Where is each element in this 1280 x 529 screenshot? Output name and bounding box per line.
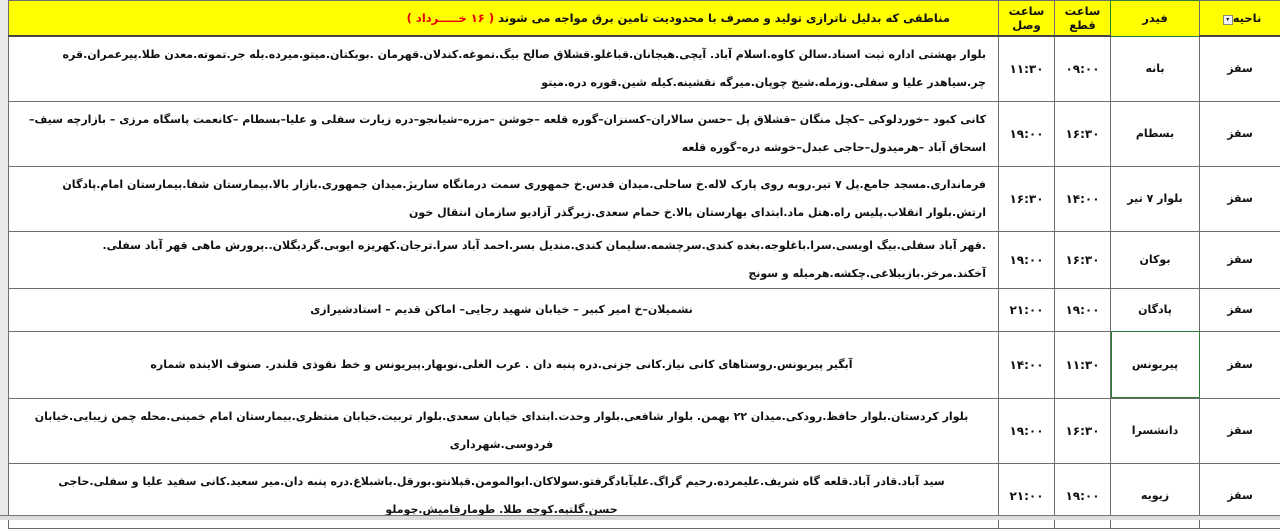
cell-areas[interactable]: فرمانداری.مسجد جامع.پل ۷ تیر.روبه روی پارک لاله.خ ساحلی.میدان قدس.خ جمهوری سمت درمانگاه ساریژ.میدان جمهوری.بازار بالا.بیمارستان شفا.بیمارستان امام.پادگان ارتش.بلوار انقلاب.پلیس راه.هتل ماد.ابتدای بهارستان بالا.خ حمام سعدی.زیرگذر آزادیو سازمان انتقال خون: [9, 166, 999, 231]
cell-reconnect-time[interactable]: ۱۹:۰۰: [999, 101, 1055, 166]
table-row: [9, 231, 1280, 288]
cell-areas[interactable]: سید آباد.قادر آباد.قلعه گاه شریف.علیمرده.رحیم گزاگ.علیآبادگرفتو.سولاکان.ابوالمومن.قپلانتو.بورقل.باشبلاغ.دره پنبه دان.میر سعید.کانی سفید علیا و سفلی.حاجی حسن.گلتپه.کوچه طلا. طومارقامیش.چوملو: [9, 463, 999, 528]
cell-cut-time[interactable]: ۱۱:۳۰: [1055, 331, 1111, 398]
table-row: [9, 331, 1280, 398]
cell-reconnect-time[interactable]: ۱۹:۰۰: [999, 398, 1055, 463]
header-reconnect-time[interactable]: ساعت وصل: [999, 1, 1055, 37]
cell-cut-time[interactable]: ۱۹:۰۰: [1055, 288, 1111, 331]
cell-reconnect-time[interactable]: ۱۹:۰۰: [999, 231, 1055, 288]
header-region[interactable]: ناحیه▾: [1200, 1, 1280, 37]
power-outage-schedule-table: [8, 0, 1280, 529]
cell-areas[interactable]: بلوار کردستان.بلوار حافظ.رودکی.میدان ۲۲ بهمن. بلوار شافعی.بلوار وحدت.ابتدای خیابان سعدی.بلوار تربیت.خیابان منتظری.بیمارستان امام خمینی.محله چمن زیبایی.خیابان فردوسی.شهرداری: [9, 398, 999, 463]
filter-dropdown-icon[interactable]: ▾: [1223, 15, 1233, 25]
cell-region[interactable]: سقز: [1200, 288, 1280, 331]
table-row: [9, 36, 1280, 101]
cell-areas[interactable]: کانی کبود –خوردلوکی –کچل منگان –قشلاق پل –حسن سالاران–کسنزان–گوره قلعه –جوشن –مزره–شیانجو–دره زیارت سفلی و علیا–بسطام –کانعمت پاسگاه مرزی – بازارچه سیف–اسحاق آباد –هرمیدول–حاجی عبدل–خوشه دره–گوره قلعه: [9, 101, 999, 166]
cell-region[interactable]: سقز: [1200, 231, 1280, 288]
cell-feeder-selected[interactable]: پیریونس: [1111, 331, 1200, 398]
table-row: [9, 288, 1280, 331]
header-areas[interactable]: [9, 1, 999, 37]
cell-reconnect-time[interactable]: ۲۱:۰۰: [999, 288, 1055, 331]
header-feeder[interactable]: فیدر: [1111, 1, 1200, 37]
cell-feeder[interactable]: بانه: [1111, 36, 1200, 101]
cell-areas[interactable]: نشمیلان–خ امیر کبیر – خیابان شهید رجایی– اماکن قدیم – استادشیرازی: [9, 288, 999, 331]
cell-feeder[interactable]: بلوار ۷ تیر: [1111, 166, 1200, 231]
cell-feeder[interactable]: زیویه: [1111, 463, 1200, 528]
cell-cut-time[interactable]: ۱۶:۳۰: [1055, 398, 1111, 463]
cell-areas[interactable]: .قهر آباد سفلی.بیگ اویسی.سرا.باغلوجه.بغده کندی.سرچشمه.سلیمان کندی.مندیل بسر.احمد آباد سرا.ترجان.کهریزه ایوبی.گردیگلان..پرورش ماهی قهر آباد سفلی. آخکند.مرخز.بازیبلاغی.چکشه.هرمیله و سونج: [9, 231, 999, 288]
cell-cut-time[interactable]: ۱۹:۰۰: [1055, 463, 1111, 528]
cell-reconnect-time[interactable]: ۱۱:۳۰: [999, 36, 1055, 101]
cell-reconnect-time[interactable]: ۱۴:۰۰: [999, 331, 1055, 398]
cell-feeder[interactable]: پادگان: [1111, 288, 1200, 331]
cell-region[interactable]: سقز: [1200, 101, 1280, 166]
cell-cut-time[interactable]: ۱۶:۳۰: [1055, 231, 1111, 288]
cell-feeder[interactable]: بسطام: [1111, 101, 1200, 166]
table-row: [9, 101, 1280, 166]
table-row: [9, 166, 1280, 231]
cell-feeder[interactable]: دانشسرا: [1111, 398, 1200, 463]
header-row: [9, 1, 1280, 37]
cell-cut-time[interactable]: ۰۹:۰۰: [1055, 36, 1111, 101]
sheet-bottom-edge: [0, 515, 1280, 520]
cell-cut-time[interactable]: ۱۶:۳۰: [1055, 101, 1111, 166]
cell-region[interactable]: سقز: [1200, 36, 1280, 101]
areas-date: ( ۱۶ خـــــرداد ): [407, 11, 494, 25]
cell-reconnect-time[interactable]: ۲۱:۰۰: [999, 463, 1055, 528]
cell-region[interactable]: سقز: [1200, 331, 1280, 398]
cell-region[interactable]: سقز: [1200, 166, 1280, 231]
cell-region[interactable]: سقز: [1200, 463, 1280, 528]
header-cut-time[interactable]: ساعت قطع: [1055, 1, 1111, 37]
table-row: [9, 398, 1280, 463]
cell-cut-time[interactable]: ۱۴:۰۰: [1055, 166, 1111, 231]
cell-feeder[interactable]: بوکان: [1111, 231, 1200, 288]
cell-reconnect-time[interactable]: ۱۶:۳۰: [999, 166, 1055, 231]
cell-region[interactable]: سقز: [1200, 398, 1280, 463]
areas-title: مناطقی که بدلیل ناترازی تولید و مصرف با محدودیت تامین برق مواجه می شوند: [498, 11, 950, 25]
cell-areas[interactable]: آبگیر پیریونس.روستاهای کانی نیاز.کانی جزنی.دره پنبه دان . عرب الغلی.نوبهار.پیریونس و خط نقوذی قلندر. صنوف الاینده شماره: [9, 331, 999, 398]
cell-areas[interactable]: بلوار بهشتی اداره ثبت اسناد.سالن کاوه.اسلام آباد. آیچی.هیجانان.قباغلو.قشلاق صالح بیگ.تموغه.کندلان.قهرمان .بوبکتان.میتو.میرده.بله جر.تموته.معدن طلا.پیرعمران.قره چر.سیاهدر علیا و سفلی.وزمله.شیخ چوپان.میرگه نقشینه.کیله شین.قوره دره.میتو: [9, 36, 999, 101]
